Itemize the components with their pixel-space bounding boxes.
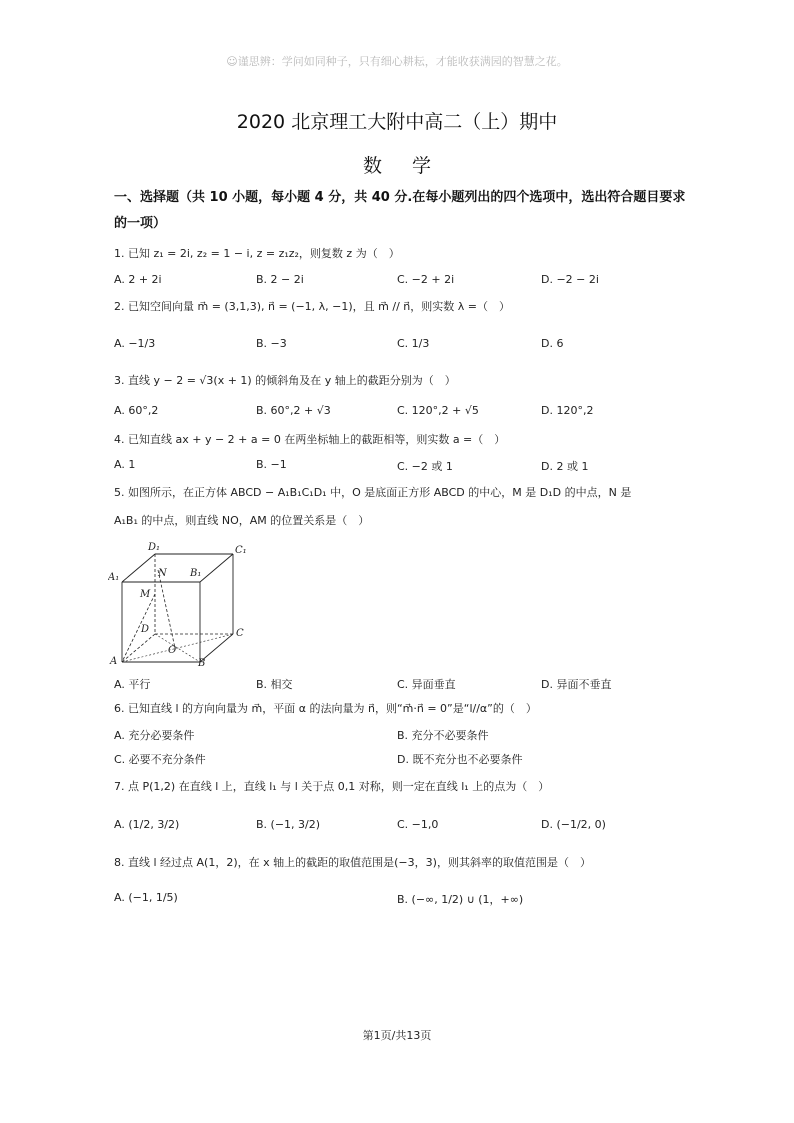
label-n: N <box>158 568 167 579</box>
q3-option-a: A. 60°,2 <box>114 404 159 417</box>
q4-option-c: C. −2 或 1 <box>397 460 453 473</box>
question-1-stem: 1. 已知 z₁ = 2i, z₂ = 1 − i, z = z₁z₂，则复数 z 为（ ） <box>114 247 400 260</box>
q1-option-b: B. 2 − 2i <box>256 273 304 286</box>
subject-heading: 数学 <box>362 155 461 177</box>
label-o: O <box>168 645 177 656</box>
question-5-stem-line2: A₁B₁ 的中点，则直线 NO，AM 的位置关系是（ ） <box>114 514 370 527</box>
question-8-stem: 8. 直线 l 经过点 A(1，2)，在 x 轴上的截距的取值范围是(−3，3)，则其斜率的取值范围是（ ） <box>114 856 591 869</box>
label-b: B <box>198 658 206 668</box>
page-number-footer: 第1页/共13页 <box>362 1029 432 1042</box>
q2-option-b: B. −3 <box>256 337 287 350</box>
q8-option-b: B. (−∞, 1/2) ∪ (1，+∞) <box>397 893 524 906</box>
q6-option-b: B. 充分不必要条件 <box>397 729 489 742</box>
label-a: A <box>110 656 118 667</box>
q6-option-c: C. 必要不充分条件 <box>114 753 206 766</box>
page-title: 2020 北京理工大附中高二（上）期中 <box>236 111 558 133</box>
q2-option-d: D. 6 <box>541 337 564 350</box>
question-6-stem: 6. 已知直线 l 的方向向量为 m⃗，平面 α 的法向量为 n⃗，则“m⃗·n⃗ = 0”是“l//α”的（ ） <box>114 702 537 715</box>
question-4-stem: 4. 已知直线 ax + y − 2 + a = 0 在两坐标轴上的截距相等，则实数 a =（ ） <box>114 433 506 446</box>
q4-option-d: D. 2 或 1 <box>541 460 589 473</box>
label-b1: B₁ <box>190 568 202 579</box>
q7-option-d: D. (−1/2, 0) <box>541 818 606 831</box>
q6-option-a: A. 充分必要条件 <box>114 729 195 742</box>
question-2-stem: 2. 已知空间向量 m⃗ = (3,1,3), n⃗ = (−1, λ, −1)，且 m⃗ // n⃗，则实数 λ =（ ） <box>114 300 510 313</box>
q7-option-a: A. (1/2, 3/2) <box>114 818 180 831</box>
q5-option-d: D. 异面不垂直 <box>541 678 612 691</box>
label-c: C <box>236 628 244 639</box>
q1-option-d: D. −2 − 2i <box>541 273 599 286</box>
q8-option-a: A. (−1, 1/5) <box>114 891 178 904</box>
cube-figure <box>108 540 248 668</box>
label-m: M <box>140 589 151 600</box>
label-c1: C₁ <box>235 545 247 556</box>
q5-option-b: B. 相交 <box>256 678 293 691</box>
q5-option-c: C. 异面垂直 <box>397 678 456 691</box>
q5-option-a: A. 平行 <box>114 678 151 691</box>
q7-option-c: C. −1,0 <box>397 818 439 831</box>
q3-option-d: D. 120°,2 <box>541 404 594 417</box>
q3-option-c: C. 120°,2 + √5 <box>397 404 479 417</box>
label-d1: D₁ <box>148 542 161 553</box>
q1-option-a: A. 2 + 2i <box>114 273 162 286</box>
label-a1: A₁ <box>108 572 120 583</box>
section-heading: 一、选择题（共 10 小题，每小题 4 分，共 40 分.在每小题列出的四个选项中，选出符合题目要求的一项） <box>114 190 686 231</box>
q2-option-a: A. −1/3 <box>114 337 156 350</box>
question-7-stem: 7. 点 P(1,2) 在直线 l 上，直线 l₁ 与 l 关于点 0,1 对称，则一定在直线 l₁ 上的点为（ ） <box>114 780 550 793</box>
question-3-stem: 3. 直线 y − 2 = √3(x + 1) 的倾斜角及在 y 轴上的截距分别为（ ） <box>114 374 456 387</box>
q6-option-d: D. 既不充分也不必要条件 <box>397 753 523 766</box>
q7-option-b: B. (−1, 3/2) <box>256 818 321 831</box>
q4-option-b: B. −1 <box>256 458 287 471</box>
question-5-stem-line1: 5. 如图所示，在正方体 ABCD − A₁B₁C₁D₁ 中，O 是底面正方形 ABCD 的中心，M 是 D₁D 的中点，N 是 <box>114 486 632 499</box>
q4-option-a: A. 1 <box>114 458 136 471</box>
q3-option-b: B. 60°,2 + √3 <box>256 404 331 417</box>
label-d: D <box>141 624 150 635</box>
q1-option-c: C. −2 + 2i <box>397 273 455 286</box>
q2-option-c: C. 1/3 <box>397 337 430 350</box>
watermark-text: ☺谨思辨：学问如同种子，只有细心耕耘，才能收获满园的智慧之花。 <box>226 55 568 68</box>
